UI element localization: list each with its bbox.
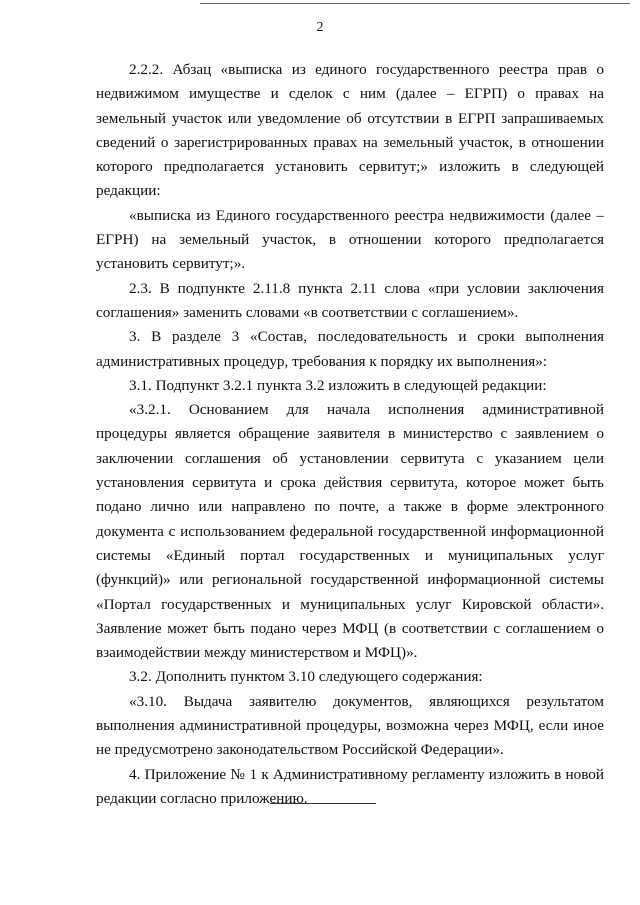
paragraph-4: 4. Приложение № 1 к Административному регламенту изложить в новой редакции согласно приложению. (96, 765, 604, 807)
paragraph-3-10-quote: «3.10. Выдача заявителю документов, являющихся результатом выполнения административной процедуры, возможна через МФЦ, если иное не предусмотрено законодательством Российской Федерации». (96, 692, 604, 759)
paragraph-3-1: 3.1. Подпункт 3.2.1 пункта 3.2 изложить в следующей редакции: (129, 376, 547, 394)
paragraph-egrn-quote: «выписка из Единого государственного реестра недвижимости (далее – ЕГРН) на земельный участок, в отношении которого предполагается установить сервитут;». (96, 206, 604, 273)
document-body (96, 58, 604, 811)
paragraph-3-2: 3.2. Дополнить пунктом 3.10 следующего содержания: (129, 668, 483, 686)
paragraph-2-3: 2.3. В подпункте 2.11.8 пункта 2.11 слова «при условии заключения соглашения» заменить словами «в соответствии с соглашением». (96, 279, 604, 321)
paragraph-2-2-2: 2.2.2. Абзац «выписка из единого государственного реестра прав о недвижимом имуществе и сделок с ним (далее – ЕГРП) о правах на земельный участок или уведомление об отсутствии в ЕГРП запрашиваемых сведений о зарегистрированных правах на земельный участок, в отношении которого предполагается установить сервитут;» изложить в следующей редакции: (96, 61, 604, 200)
top-scan-edge-line (200, 3, 630, 4)
paragraph-section-3: 3. В разделе 3 «Состав, последовательность и сроки выполнения административных процедур, требования к порядку их выполнения»: (96, 328, 604, 370)
page-number: 2 (316, 20, 324, 35)
paragraph-3-2-1-quote: «3.2.1. Основанием для начала исполнения административной процедуры является обращение заявителя в министерство с заявлением о заключении соглашения об установлении сервитута с указанием цели установления сервитута и срока действия сервитута, которое может быть подано лично или направлено по почте, а также в форме электронного документа с использованием федеральной государственной информационной системы «Единый портал государственных и муниципальных услуг (функций)» или региональной государственной информационной системы «Портал государственных и муниципальных услуг Кировской области». Заявление может быть подано через МФЦ (в соответствии с соглашением о взаимодействии между министерством и МФЦ)». (96, 401, 604, 662)
end-separator-line (270, 803, 376, 804)
